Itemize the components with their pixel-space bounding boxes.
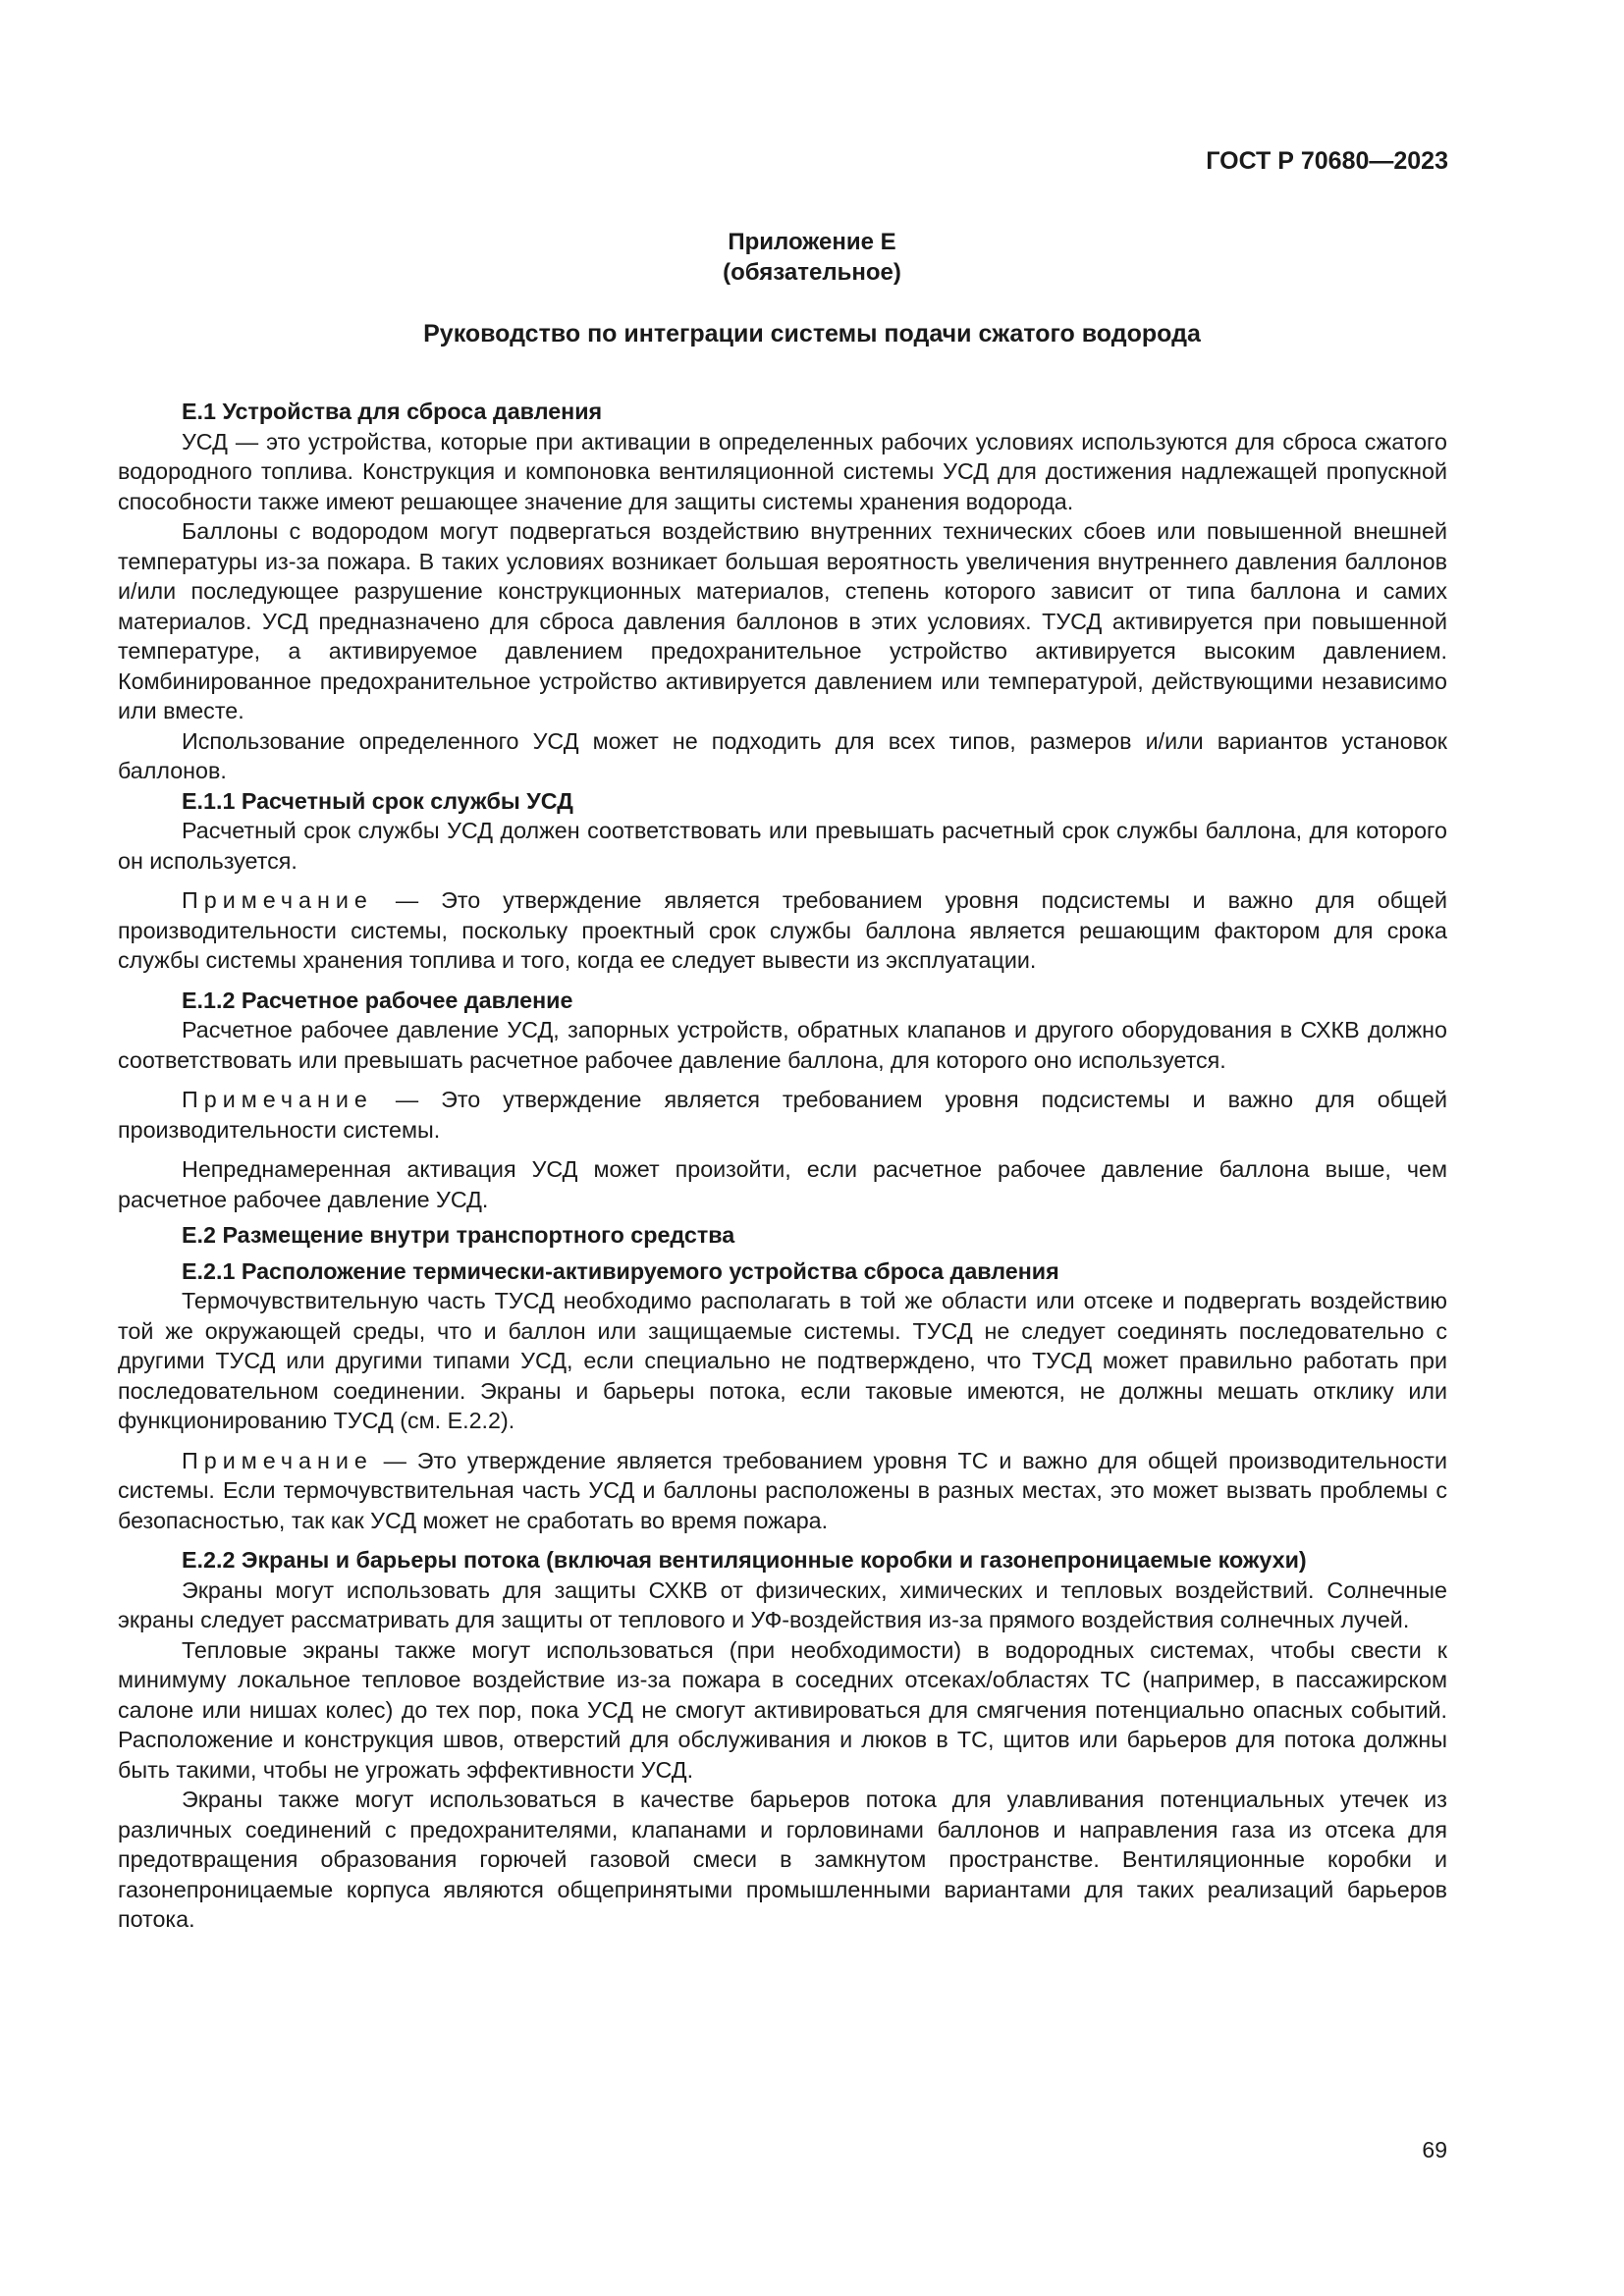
section-e22-heading: Е.2.2 Экраны и барьеры потока (включая вентиляционные коробки и газонепроницаемые кожухи) bbox=[182, 1547, 1307, 1573]
note-label: Примечание bbox=[182, 1087, 373, 1112]
annex-status: (обязательное) bbox=[723, 259, 901, 286]
note-label: Примечание bbox=[182, 1447, 373, 1473]
section-e22-paragraph: Экраны могут использовать для защиты СХКВ от физических, химических и тепловых воздействий. Солнечные экраны следует рассматривать для защиты от теплового и УФ-воздействия из-за прямого воздействия солнечных лучей. bbox=[118, 1576, 1447, 1632]
section-e11-paragraph: Расчетный срок службы УСД должен соответствовать или превышать расчетный срок службы баллона, для которого он используется. bbox=[118, 818, 1447, 874]
section-e1-paragraph: Использование определенного УСД может не подходить для всех типов, размеров и/или вариантов установок баллонов. bbox=[118, 727, 1447, 783]
section-e12-paragraph: Непреднамеренная активация УСД может произойти, если расчетное рабочее давление баллона выше, чем расчетное рабочее давление УСД. bbox=[118, 1156, 1447, 1212]
note-text: — Это утверждение является требованием уровня подсистемы и важно для общей производительности системы. bbox=[118, 1087, 1447, 1143]
annex-heading bbox=[0, 227, 1624, 288]
section-e12-heading: Е.1.2 Расчетное рабочее давление bbox=[182, 987, 573, 1013]
note-text: — Это утверждение является требованием уровня ТС и важно для общей производительности системы. Если термочувствительная часть УСД и баллоны расположены в разных местах, это может вызвать проблемы с безопасностью, так как УСД может не сработать во время пожара. bbox=[118, 1447, 1447, 1533]
section-e11-heading: Е.1.1 Расчетный срок службы УСД bbox=[182, 787, 573, 814]
page-number: 69 bbox=[1422, 2137, 1447, 2163]
section-e1-paragraph: УСД — это устройства, которые при активации в определенных рабочих условиях используются для сброса сжатого водородного топлива. Конструкция и компоновка вентиляционной системы УСД для достижения надлежащей пропускной способности также имеют решающее значение для защиты системы хранения водорода. bbox=[118, 428, 1447, 514]
note bbox=[118, 1085, 1447, 1145]
section-e1-heading: Е.1 Устройства для сброса давления bbox=[182, 399, 603, 424]
section-e21-paragraph: Термочувствительную часть ТУСД необходимо располагать в той же области или отсеке и подвергать воздействию той же окружающей среды, что и баллон или защищаемые системы. ТУСД не следует соединять последовательно с другими ТУСД или другими типами УСД, если специально не подтверждено, что ТУСД может правильно работать при последовательном соединении. Экраны и барьеры потока, если таковые имеются, не должны мешать отклику или функционированию ТУСД (см. Е.2.2). bbox=[118, 1288, 1447, 1433]
section-e21-heading: Е.2.1 Расположение термически-активируемого устройства сброса давления bbox=[182, 1257, 1059, 1284]
annex-title: Руководство по интеграции системы подачи сжатого водорода bbox=[423, 320, 1201, 347]
section-e22-paragraph: Экраны также могут использоваться в качестве барьеров потока для улавливания потенциальных утечек из различных соединений с предохранителями, клапанами и горловинами баллонов и направления газа из отсека для предотвращения образования горючей газовой смеси в замкнутом пространстве. Вентиляционные коробки и газонепроницаемые корпуса являются общепринятыми промышленными вариантами для таких реализаций барьеров потока. bbox=[118, 1787, 1447, 1932]
section-e2-heading: Е.2 Размещение внутри транспортного средства bbox=[182, 1222, 735, 1248]
section-e22-paragraph: Тепловые экраны также могут использоваться (при необходимости) в водородных системах, чтобы свести к минимуму локальное тепловое воздействие из-за пожара в соседних отсеках/областях ТС (например, в пассажирском салоне или нишах колес) до тех пор, пока УСД не смогут активироваться для смягчения потенциально опасных событий. Расположение и конструкция швов, отверстий для обслуживания и люков в ТС, щитов или барьеров для потока должны быть такими, чтобы не угрожать эффективности УСД. bbox=[118, 1636, 1447, 1783]
section-e12-paragraph: Расчетное рабочее давление УСД, запорных устройств, обратных клапанов и другого оборудования в СХКВ должно соответствовать или превышать расчетное рабочее давление баллона, для которого оно используется. bbox=[118, 1017, 1447, 1073]
note-label: Примечание bbox=[182, 887, 373, 913]
section-e1-paragraph: Баллоны с водородом могут подвергаться воздействию внутренних технических сбоев или повышенной внешней температуры из-за пожара. В таких условиях возникает большая вероятность увеличения внутреннего давления баллонов и/или последующее разрушение конструкционных материалов, степень которого зависит от типа баллона и самих материалов. УСД предназначено для сброса давления баллонов в этих условиях. ТУСД активируется при повышенной температуре, а активируемое давлением предохранительное устройство активируется высоким давлением. Комбинированное предохранительное устройство активируется давлением или температурой, действующими независимо или вместе. bbox=[118, 518, 1447, 723]
document-body bbox=[118, 397, 1447, 1935]
annex-label: Приложение Е bbox=[728, 229, 896, 255]
note bbox=[118, 1446, 1447, 1536]
note bbox=[118, 885, 1447, 976]
note-text: — Это утверждение является требованием уровня подсистемы и важно для общей производительности системы, поскольку проектный срок службы баллона является решающим фактором для срока службы системы хранения топлива и того, когда ее следует вывести из эксплуатации. bbox=[118, 887, 1447, 973]
document-code: ГОСТ Р 70680—2023 bbox=[1206, 147, 1448, 175]
